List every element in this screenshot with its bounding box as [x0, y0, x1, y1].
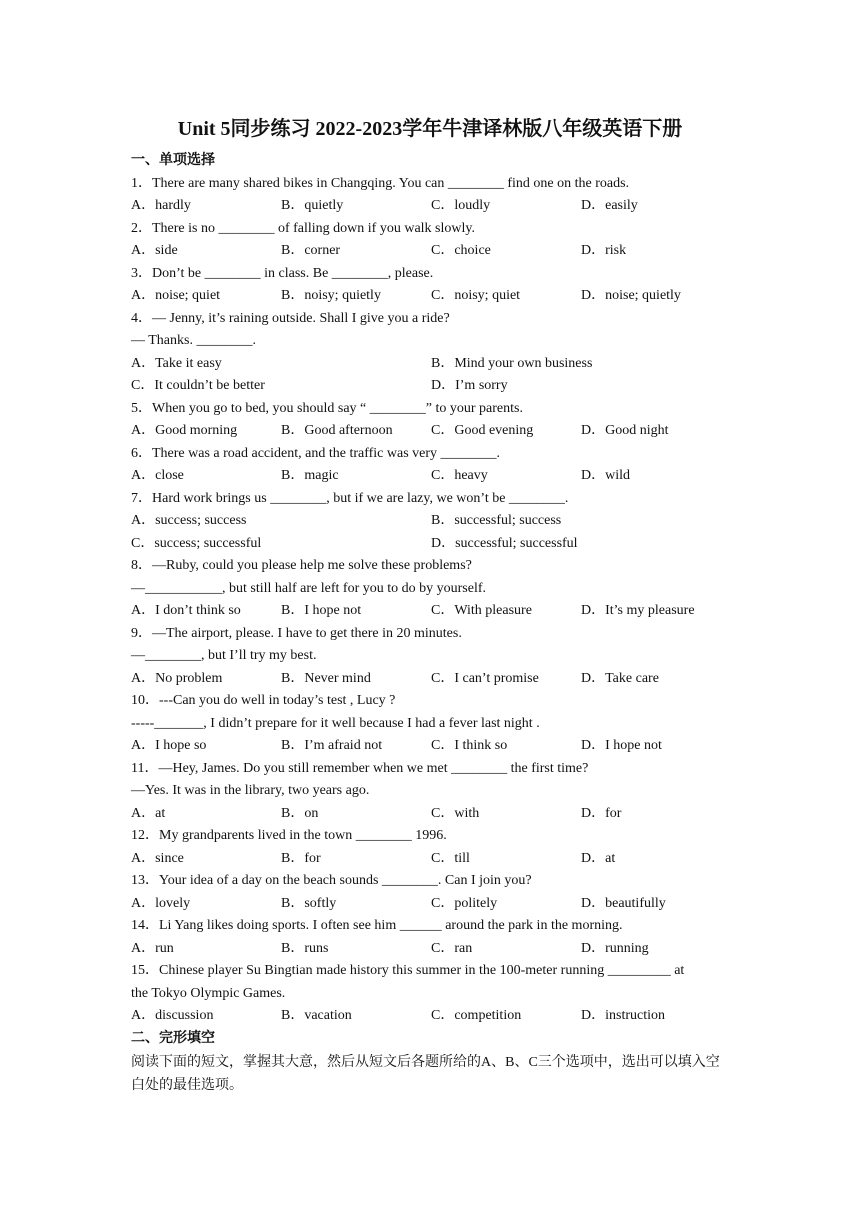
answer-option: B．Good afternoon [281, 423, 393, 438]
question-stem: 13．Your idea of a day on the beach sounds ________. Can I join you? [131, 873, 532, 888]
answer-option: B．Never mind [281, 670, 371, 686]
answer-option: A．discussion [131, 1008, 214, 1023]
answer-option: D．risk [581, 243, 627, 258]
answer-option: B．I’m afraid not [281, 738, 383, 753]
answer-option: D．I hope not [581, 738, 662, 753]
answer-option: D．successful; successful [431, 535, 578, 551]
answer-option: B．magic [281, 468, 339, 483]
answer-option: C．ran [431, 940, 473, 956]
question-stem: 7．Hard work brings us ________, but if we are lazy, we won’t be ________. [131, 490, 569, 506]
question-stem-continued: —___________, but still half are left for you to do by yourself. [131, 580, 486, 596]
answer-option: C．success; successful [131, 535, 262, 551]
answer-option: B．Mind your own business [431, 355, 593, 371]
answer-option: C．heavy [431, 468, 488, 483]
answer-option: B．corner [281, 243, 341, 258]
answer-option: A．hardly [131, 198, 191, 213]
answer-option: A．since [131, 850, 184, 866]
question-stem-continued: —Yes. It was in the library, two years ago. [131, 783, 370, 798]
answer-option: C．With pleasure [431, 603, 532, 618]
cloze-instructions: 阅读下面的短文，掌握其大意，然后从短文后各题所给的A、B、C三个选项中，选出可以填入空白处的最佳选项。 [131, 1055, 720, 1093]
question-stem-continued: -----_______, I didn’t prepare for it well because I had a fever last night . [131, 715, 540, 731]
answer-option: A．success; success [131, 513, 247, 528]
question-stem: 2．There is no ________ of falling down if you walk slowly. [131, 220, 475, 236]
question-stem: 10．---Can you do well in today’s test , Lucy ? [131, 693, 396, 708]
answer-option: D．It’s my pleasure [581, 603, 695, 618]
answer-option: A．noise; quiet [131, 288, 221, 303]
answer-option: A．Take it easy [131, 355, 222, 371]
answer-option: A．I don’t think so [131, 603, 241, 618]
question-stem: 6．There was a road accident, and the traffic was very ________. [131, 445, 501, 461]
section-heading-single-choice: 一、单项选择 [131, 153, 215, 168]
answer-option: A．at [131, 805, 166, 821]
answer-option: D．easily [581, 198, 638, 213]
question-stem: 1．There are many shared bikes in Changqing. You can ________ find one on the roads. [131, 175, 630, 191]
question-stem: 5．When you go to bed, you should say “ ________” to your parents. [131, 400, 523, 416]
answer-option: D．Good night [581, 423, 669, 438]
answer-option: A．No problem [131, 670, 223, 686]
answer-option: A．Good morning [131, 423, 238, 438]
question-stem: 8．—Ruby, could you please help me solve these problems? [131, 558, 472, 573]
answer-option: B．I hope not [281, 603, 362, 618]
section-heading-cloze: 二、完形填空 [131, 1030, 215, 1046]
answer-option: D．for [581, 805, 622, 821]
answer-option: C．It couldn’t be better [131, 378, 265, 393]
answer-option: D．Take care [581, 670, 659, 686]
answer-option: C．with [431, 805, 480, 821]
answer-option: B．successful; success [431, 513, 562, 528]
answer-option: C．competition [431, 1008, 522, 1023]
answer-option: B．on [281, 805, 319, 821]
answer-option: B．for [281, 850, 321, 866]
answer-option: C．noisy; quiet [431, 288, 521, 303]
question-stem: 4．— Jenny, it’s raining outside. Shall I give you a ride? [131, 310, 450, 326]
answer-option: A．run [131, 940, 174, 956]
answer-option: B．runs [281, 940, 329, 956]
answer-option: B．vacation [281, 1008, 352, 1023]
answer-option: C．till [431, 850, 470, 866]
answer-option: A．side [131, 243, 178, 258]
question-stem: 3．Don’t be ________ in class. Be ________, please. [131, 265, 434, 281]
question-stem: 14．Li Yang likes doing sports. I often see him ______ around the park in the morning. [131, 918, 623, 933]
answer-option: D．beautifully [581, 895, 666, 911]
answer-option: A．lovely [131, 895, 191, 911]
answer-option: B．quietly [281, 198, 344, 213]
answer-option: C．loudly [431, 198, 491, 213]
question-stem: 11．—Hey, James. Do you still remember when we met ________ the first time? [131, 760, 589, 776]
answer-option: D．wild [581, 468, 630, 483]
answer-option: B．noisy; quietly [281, 288, 381, 303]
answer-option: D．running [581, 940, 649, 956]
answer-option: D．instruction [581, 1008, 665, 1023]
answer-option: A．close [131, 468, 184, 483]
page-title: Unit 5同步练习 2022-2023学年牛津译林版八年级英语下册 [177, 118, 683, 140]
answer-option: B．softly [281, 895, 337, 911]
question-stem: 12．My grandparents lived in the town ________ 1996. [131, 828, 447, 843]
question-stem-continued: — Thanks. ________. [131, 333, 256, 348]
question-stem-continued: —________, but I’ll try my best. [131, 648, 317, 663]
answer-option: D．noise; quietly [581, 288, 681, 303]
answer-option: C．politely [431, 895, 498, 911]
question-stem: 15．Chinese player Su Bingtian made history this summer in the 100-meter running _________ at [131, 963, 685, 978]
answer-option: C．I think so [431, 738, 508, 753]
answer-option: C．Good evening [431, 423, 534, 438]
answer-option: C．I can’t promise [431, 670, 539, 686]
answer-option: D．at [581, 850, 616, 866]
answer-option: D．I’m sorry [431, 378, 508, 393]
question-stem: 9．—The airport, please. I have to get there in 20 minutes. [131, 625, 462, 641]
answer-option: A．I hope so [131, 738, 207, 753]
answer-option: C．choice [431, 243, 491, 258]
question-stem-continued: the Tokyo Olympic Games. [131, 985, 286, 1001]
